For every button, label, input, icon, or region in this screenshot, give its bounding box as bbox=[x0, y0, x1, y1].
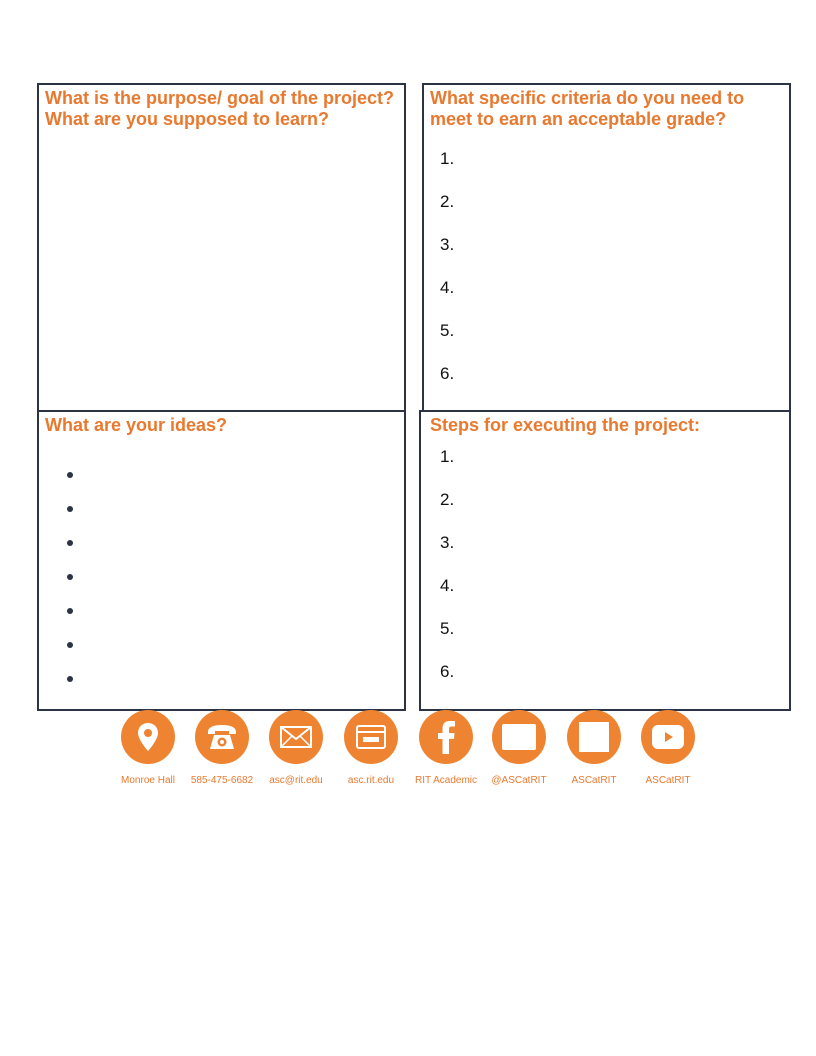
phone-icon bbox=[195, 710, 249, 764]
contact-youtube[interactable] bbox=[628, 710, 708, 786]
criteria-item-5: 5. bbox=[440, 321, 455, 340]
contact-phone[interactable] bbox=[182, 710, 262, 786]
ideas-question: What are your ideas? bbox=[45, 415, 228, 435]
steps-item-6: 6. bbox=[440, 662, 455, 681]
youtube-icon bbox=[641, 710, 695, 764]
web-browser-icon bbox=[344, 710, 398, 764]
criteria-item-1: 1. bbox=[440, 149, 455, 168]
steps-box bbox=[419, 410, 791, 711]
steps-list bbox=[440, 447, 454, 705]
instagram-icon bbox=[567, 710, 621, 764]
steps-item-5: 5. bbox=[440, 619, 455, 638]
contact-instagram[interactable] bbox=[554, 710, 634, 786]
contact-instagram-label: ASCatRIT bbox=[571, 775, 617, 786]
purpose-box bbox=[37, 83, 406, 412]
contact-location[interactable] bbox=[108, 710, 188, 786]
steps-item-1: 1. bbox=[440, 447, 455, 466]
twitter-icon bbox=[492, 710, 546, 764]
purpose-question: What is the purpose/ goal of the project? What are you supposed to learn? bbox=[45, 88, 395, 129]
ideas-box bbox=[37, 410, 406, 711]
steps-item-2: 2. bbox=[440, 490, 455, 509]
envelope-icon bbox=[269, 710, 323, 764]
steps-item-3: 3. bbox=[440, 533, 455, 552]
contact-phone-label: 585-475-6682 bbox=[190, 775, 254, 786]
contact-website[interactable] bbox=[331, 710, 411, 786]
contact-twitter-label: @ASCatRIT bbox=[491, 775, 547, 786]
contact-youtube-label: ASCatRIT bbox=[645, 775, 691, 786]
criteria-item-2: 2. bbox=[440, 192, 455, 211]
criteria-box bbox=[422, 83, 791, 412]
steps-question: Steps for executing the project: bbox=[430, 415, 701, 435]
criteria-list bbox=[440, 149, 454, 407]
criteria-item-4: 4. bbox=[440, 278, 455, 297]
steps-item-4: 4. bbox=[440, 576, 455, 595]
contact-facebook[interactable] bbox=[406, 710, 486, 786]
contact-email[interactable] bbox=[256, 710, 336, 786]
contact-email-label: asc@rit.edu bbox=[269, 775, 323, 786]
contact-twitter[interactable] bbox=[479, 710, 559, 786]
facebook-icon bbox=[419, 710, 473, 764]
contact-footer bbox=[0, 710, 816, 800]
criteria-item-6: 6. bbox=[440, 364, 455, 383]
location-pin-icon bbox=[121, 710, 175, 764]
criteria-question: What specific criteria do you need to meet to earn an acceptable grade? bbox=[430, 88, 745, 129]
contact-website-label: asc.rit.edu bbox=[347, 775, 395, 786]
contact-facebook-label: RIT Academic bbox=[414, 775, 478, 786]
criteria-item-3: 3. bbox=[440, 235, 455, 254]
contact-location-label: Monroe Hall bbox=[121, 775, 175, 786]
